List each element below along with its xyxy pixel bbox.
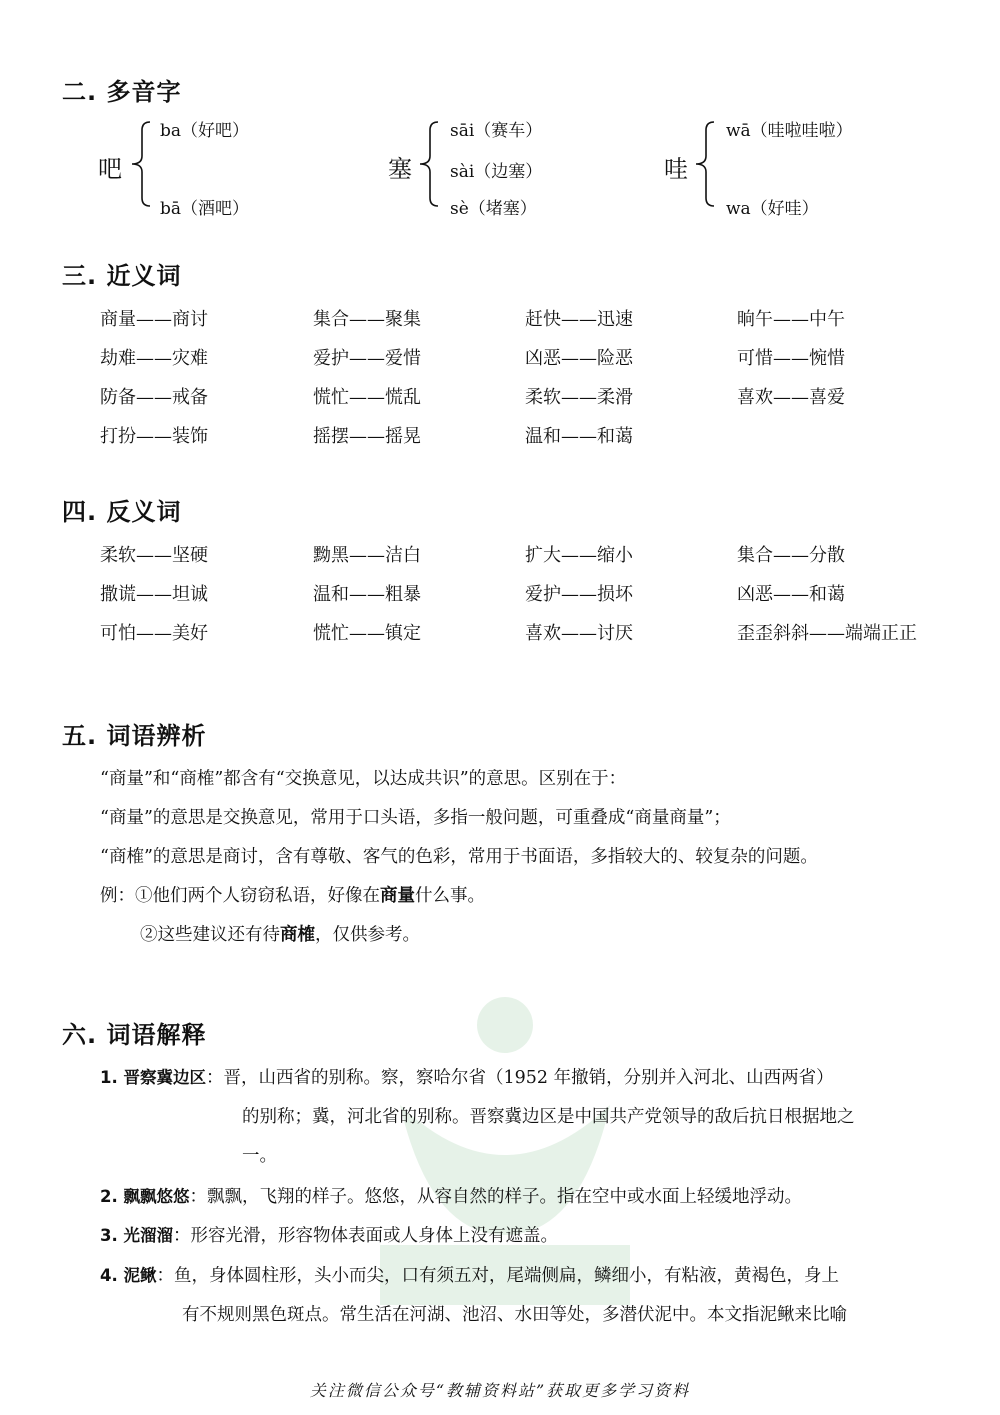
word-pair: 慌忙——慌乱 [313, 387, 421, 408]
word-pair: 歪歪斜斜——端端正正 [737, 623, 917, 644]
explanation-term: 2. 飘飘悠悠 [100, 1187, 190, 1206]
section-title-analysis: 五. 词语辨析 [62, 722, 207, 750]
word-pair: 温和——粗暴 [313, 584, 421, 605]
polyphone-char: 哇 [664, 155, 688, 183]
word-pair: 扩大——缩小 [525, 545, 633, 566]
section-title-antonyms: 四. 反义词 [62, 498, 182, 526]
explanation-line: 一。 [242, 1146, 277, 1166]
reading: sài（边塞） [450, 162, 543, 182]
word-pair: 柔软——坚硬 [100, 545, 208, 566]
analysis-line: “商量”的意思是交换意见，常用于口头语，多指一般问题，可重叠成“商量商量”； [100, 808, 731, 828]
brace-icon [128, 118, 154, 210]
word-pair: 喜欢——喜爱 [737, 387, 845, 408]
highlight-word: 商榷 [280, 925, 315, 945]
word-pair: 温和——和蔼 [525, 426, 633, 447]
word-pair: 可惜——惋惜 [737, 348, 845, 369]
word-pair: 爱护——爱惜 [313, 348, 421, 369]
word-pair: 喜欢——讨厌 [525, 623, 633, 644]
explanation-item: 1. 晋察冀边区：晋，山西省的别称。察，察哈尔省（1952 年撤销，分别并入河北、山西两省） [100, 1068, 834, 1088]
word-pair: 集合——聚集 [313, 309, 421, 330]
reading: sè（堵塞） [450, 199, 537, 219]
example-1: 例：①他们两个人窃窃私语，好像在商量什么事。 [100, 886, 485, 906]
footer-note: 关注微信公众号“教辅资料站”获取更多学习资料 [309, 1381, 691, 1400]
explanation-item: 4. 泥鳅：鱼，身体圆柱形，头小而尖，口有须五对，尾端侧扁，鳞细小，有粘液，黄褐色，身上 [100, 1266, 839, 1286]
word-pair: 晌午——中午 [737, 309, 845, 330]
explanation-term: 4. 泥鳅 [100, 1266, 157, 1285]
word-pair: 赶快——迅速 [525, 309, 633, 330]
word-pair: 摇摆——摇晃 [313, 426, 421, 447]
example-2: ②这些建议还有待商榷，仅供参考。 [140, 925, 420, 945]
reading: bā（酒吧） [160, 199, 250, 219]
word-pair: 防备——戒备 [100, 387, 208, 408]
word-pair: 黝黑——洁白 [313, 545, 421, 566]
highlight-word: 商量 [380, 886, 415, 906]
explanation-item: 2. 飘飘悠悠：飘飘，飞翔的样子。悠悠，从容自然的样子。指在空中或水面上轻缓地浮动。 [100, 1187, 802, 1207]
brace-icon [416, 118, 442, 210]
word-pair: 爱护——损坏 [525, 584, 633, 605]
section-title-polyphone: 二. 多音字 [62, 78, 182, 106]
section-title-synonyms: 三. 近义词 [62, 262, 182, 290]
word-pair: 可怕——美好 [100, 623, 208, 644]
section-title-explanations: 六. 词语解释 [62, 1021, 207, 1049]
polyphone-char: 塞 [388, 155, 412, 183]
word-pair: 劫难——灾难 [100, 348, 208, 369]
word-pair: 撒谎——坦诚 [100, 584, 208, 605]
reading: wā（哇啦哇啦） [726, 121, 853, 141]
explanation-term: 3. 光溜溜 [100, 1226, 173, 1245]
analysis-line: “商榷”的意思是商讨，含有尊敬、客气的色彩，常用于书面语，多指较大的、较复杂的问题。 [100, 847, 818, 867]
word-pair: 慌忙——镇定 [313, 623, 421, 644]
explanation-line: 有不规则黑色斑点。常生活在河湖、池沼、水田等处，多潜伏泥中。本文指泥鳅来比喻 [182, 1305, 847, 1325]
word-pair: 打扮——装饰 [100, 426, 208, 447]
reading: wa（好哇） [726, 199, 819, 219]
word-pair: 柔软——柔滑 [525, 387, 633, 408]
explanation-term: 1. 晋察冀边区 [100, 1068, 206, 1087]
explanation-line: 的别称；冀，河北省的别称。晋察冀边区是中国共产党领导的敌后抗日根据地之 [242, 1107, 855, 1127]
polyphone-char: 吧 [98, 155, 122, 183]
word-pair: 集合——分散 [737, 545, 845, 566]
explanation-item: 3. 光溜溜：形容光滑，形容物体表面或人身体上没有遮盖。 [100, 1226, 558, 1246]
reading: ba（好吧） [160, 121, 250, 141]
analysis-line: “商量”和“商榷”都含有“交换意见，以达成共识”的意思。区别在于： [100, 769, 627, 789]
reading: sāi（赛车） [450, 121, 543, 141]
brace-icon [692, 118, 718, 210]
word-pair: 凶恶——和蔼 [737, 584, 845, 605]
word-pair: 商量——商讨 [100, 309, 208, 330]
word-pair: 凶恶——险恶 [525, 348, 633, 369]
